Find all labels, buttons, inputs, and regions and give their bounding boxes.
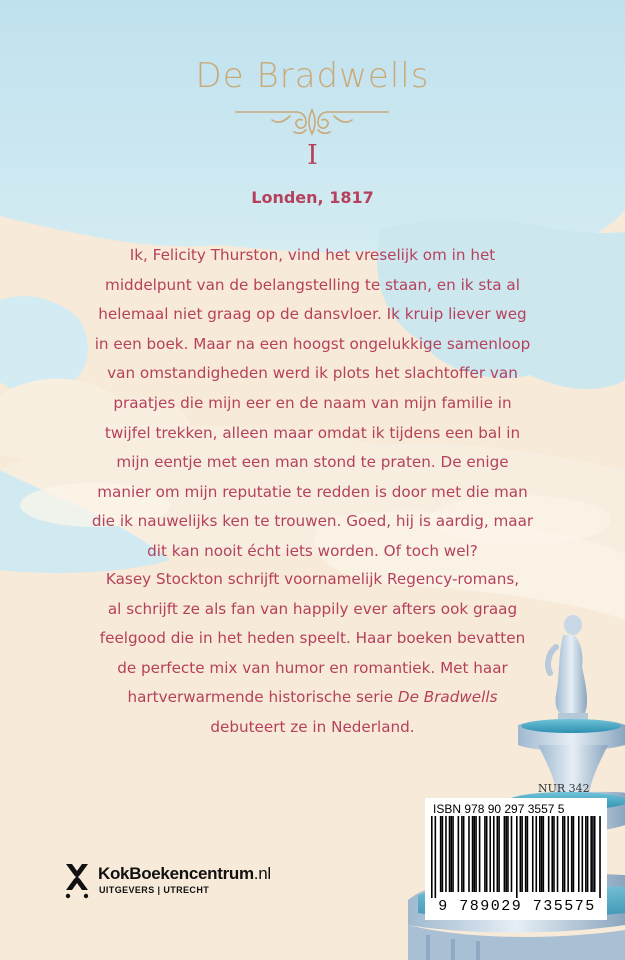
barcode-bar [474,816,476,892]
blurb-line: de perfecte mix van humor en romantiek. Met haar [117,658,508,677]
blurb-line: praatjes die mijn eer en de naam van mijn familie in [113,393,512,412]
barcode-bar [525,816,527,892]
isbn-barcode [425,798,607,920]
publisher-name-main: KokBoekencentrum [98,864,254,883]
barcode-bar [590,816,592,892]
blurb-line: dit kan nooit écht iets worden. Of toch wel? [147,541,478,560]
barcode-bar [461,816,463,892]
barcode-bar [532,816,534,892]
barcode-bar [553,816,555,892]
barcode-bar [431,816,433,898]
volume-number: I [307,140,318,171]
blurb-line: helemaal niet graag op de dansvloer. Ik kruip liever weg [98,305,527,324]
blurb-line-text: hartverwarmende historische serie [127,688,398,707]
blurb-paragraph-story [60,241,565,567]
barcode-bar [505,816,507,892]
barcode-bar [463,816,465,892]
blurb-line: in een boek. Maar na een hoogst ongelukkige samenloop [94,334,531,353]
ornament-flourish-icon [232,104,392,138]
isbn-label: ISBN 978 90 297 3557 5 [433,802,565,816]
barcode-bar [587,816,589,892]
blurb-line: twijfel trekken, alleen maar omdat ik tijdens een bal in [104,423,521,442]
barcode-bar [557,816,559,892]
barcode-bar [578,816,580,892]
barcode-bar [520,816,522,892]
blurb-line: mijn eentje met een man stond te praten. De enige [116,453,509,472]
blurb-line: die ik nauwelijks ken te trouwen. Goed, hij is aardig, maar [91,512,534,531]
series-title-italic: De Bradwells [397,688,498,707]
barcode-bar [592,816,594,892]
barcode-bar [445,816,447,892]
barcode-bar [452,816,454,892]
barcode-bar [567,816,569,892]
nur-code: NUR 342 [538,782,590,795]
publisher-mark-icon [62,860,92,900]
setting-location: Londen, 1817 [251,188,374,207]
barcode-bar [521,816,523,892]
barcode-bar [498,816,500,892]
barcode-bar [468,816,470,892]
series-title: De Bradwells [195,56,430,96]
barcode-bar [585,816,587,892]
publisher-subline: UITGEVERS | UTRECHT [99,885,210,895]
blurb-line: debuteert ze in Nederland. [210,717,415,736]
barcode-bar [516,816,518,898]
barcode-bar [440,816,442,892]
barcode-bar [475,816,477,892]
barcode-bar [449,816,451,892]
barcode-bar [535,816,537,892]
barcode-bar [543,816,545,892]
blurb-line: middelpunt van de belangstelling te staan, en ik sta al [105,275,520,294]
blurb-line: Kasey Stockton schrijft voornamelijk Regency-romans, [105,570,520,588]
blurb-line: al schrijft ze als fan van happily ever afters ook graag [107,599,518,618]
barcode-bar [527,816,529,892]
barcode-bar [564,816,566,892]
barcode-bar [486,816,488,892]
barcode-bar [511,816,513,892]
barcode-bar [573,816,575,892]
barcode-bar [507,816,509,892]
blurb-line: van omstandigheden werd ik plots het slachtoffer van [107,364,518,383]
barcode-bar [484,816,486,892]
barcode-bar [497,816,499,892]
barcode-digits: 9 789029 735575 [438,898,596,915]
blurb-line: manier om mijn reputatie te redden is door met die man [97,482,528,501]
barcode-bar [458,816,460,892]
barcode-bar [562,816,564,892]
barcode-bar [541,816,543,892]
barcode-bar [435,816,437,898]
barcode-bar [594,816,596,892]
barcode-bar [493,816,495,892]
blurb-line: Ik, Felicity Thurston, vind het vreselijk om in het [129,246,496,264]
barcode-bar [599,816,601,898]
barcode-bar [548,816,550,892]
blurb-line: feelgood die in het heden speelt. Haar boeken bevatten [99,629,526,648]
barcode-bar [489,816,491,892]
barcode-bar [571,816,573,892]
barcode-bar [582,816,584,892]
barcode-bar [442,816,444,892]
barcode-bar [504,816,506,892]
barcode-bar [479,816,481,892]
publisher-name-suffix: .nl [253,864,271,883]
barcode-bar [551,816,553,892]
barcode-bar [539,816,541,892]
barcode-bars [431,816,601,898]
publisher-name [98,864,271,884]
barcode-bar [472,816,474,892]
barcode-bar [450,816,452,892]
